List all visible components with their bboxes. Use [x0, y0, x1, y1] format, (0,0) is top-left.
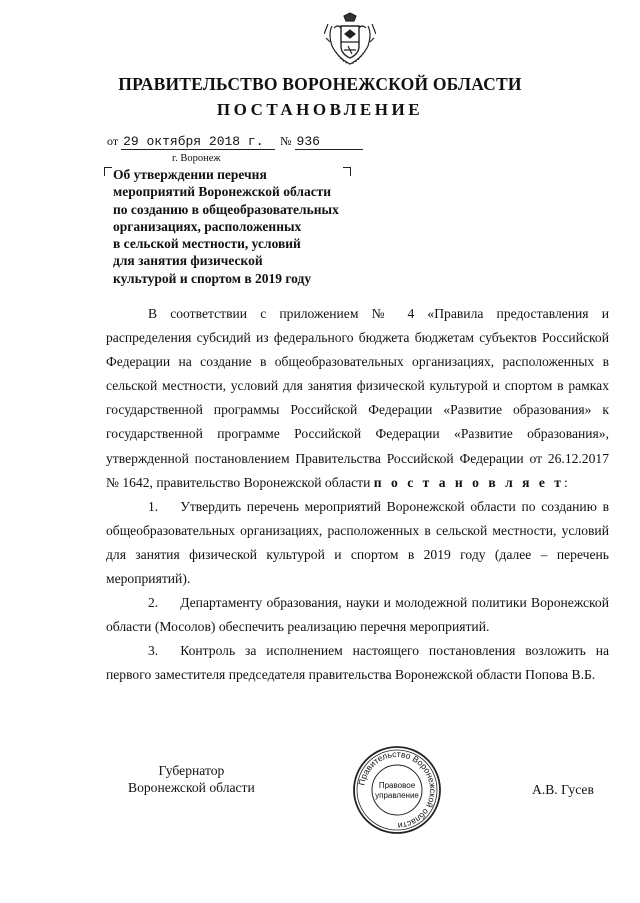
document-date: 29 октября 2018 г. — [121, 135, 275, 150]
stamp-ring-text: Правительство Воронежской области — [356, 748, 439, 832]
number-label: № — [280, 134, 292, 148]
subject-bracket-right — [343, 167, 351, 176]
legal-department-stamp — [352, 745, 442, 835]
document-number: 936 — [295, 135, 363, 150]
subject-line: в сельской местности, условий — [113, 236, 301, 252]
intro-text: В соответствии с приложением № 4 «Правила предоставления и распределения субсидий из федерального бюджета бюджетам субъектов Российской Федерации на создание в общеобразовательных организациях, расположенных в сельской местности, условий для занятия физической культурой и спортом в рамках государственной программы Российской Федерации «Развитие образования» к государственной программе Российской Федерации «Развитие образования», утвержденной постановлением Правительства Российской Федерации от 26.12.2017 № 1642, правительство Воронежской области — [106, 306, 609, 490]
item-text: Утвердить перечень мероприятий Воронежской области по созданию в общеобразовательных организациях, расположенных в сельской местности, условий для занятия физической культурой и спортом в 2019 году (далее – перечень мероприятий). — [106, 498, 609, 587]
signatory-position — [128, 762, 255, 796]
body-text — [106, 302, 609, 688]
subject-line: Об утверждении перечня — [113, 167, 267, 182]
resolves-colon: : — [563, 474, 568, 490]
document-type: ПОСТАНОВЛЕНИЕ — [216, 100, 424, 119]
item-number: 2. — [148, 595, 159, 611]
subject-line: организациях, расположенных — [113, 218, 302, 234]
item-paragraph — [106, 591, 609, 639]
position-line: Губернатор — [158, 763, 225, 778]
item-paragraph — [106, 639, 609, 687]
item-number: 3. — [148, 643, 159, 659]
government-name: ПРАВИТЕЛЬСТВО ВОРОНЕЖСКОЙ ОБЛАСТИ — [118, 74, 522, 94]
position-line: Воронежской области — [128, 780, 255, 795]
item-paragraph — [106, 495, 609, 591]
subject-line: мероприятий Воронежской области — [113, 184, 332, 200]
intro-paragraph — [106, 302, 609, 495]
coat-of-arms-icon — [324, 12, 376, 68]
from-label: от — [107, 134, 119, 148]
subject-block — [113, 166, 339, 287]
subject-line: по созданию в общеобразовательных — [113, 201, 339, 217]
item-number: 1. — [148, 498, 159, 514]
subject-line: культурой и спортом в 2019 году — [113, 270, 312, 286]
stamp-center-line: управление — [375, 791, 419, 800]
stamp-center-line: Правовое — [378, 781, 416, 790]
city: г. Воронеж — [172, 153, 221, 164]
item-text: Департаменту образования, науки и молодежной политики Воронежской области (Мосолов) обеспечить реализацию перечня мероприятий. — [106, 595, 609, 635]
item-text: Контроль за исполнением настоящего постановления возложить на первого заместителя председателя правительства Воронежской области Попова В.Б. — [106, 643, 609, 683]
date-number-line — [107, 134, 363, 150]
subject-line: для занятия физической — [113, 253, 263, 269]
signatory-name: А.В. Гусев — [532, 782, 594, 797]
resolves-word: п о с т а н о в л я е т — [373, 474, 564, 490]
subject-bracket-left — [104, 167, 112, 176]
